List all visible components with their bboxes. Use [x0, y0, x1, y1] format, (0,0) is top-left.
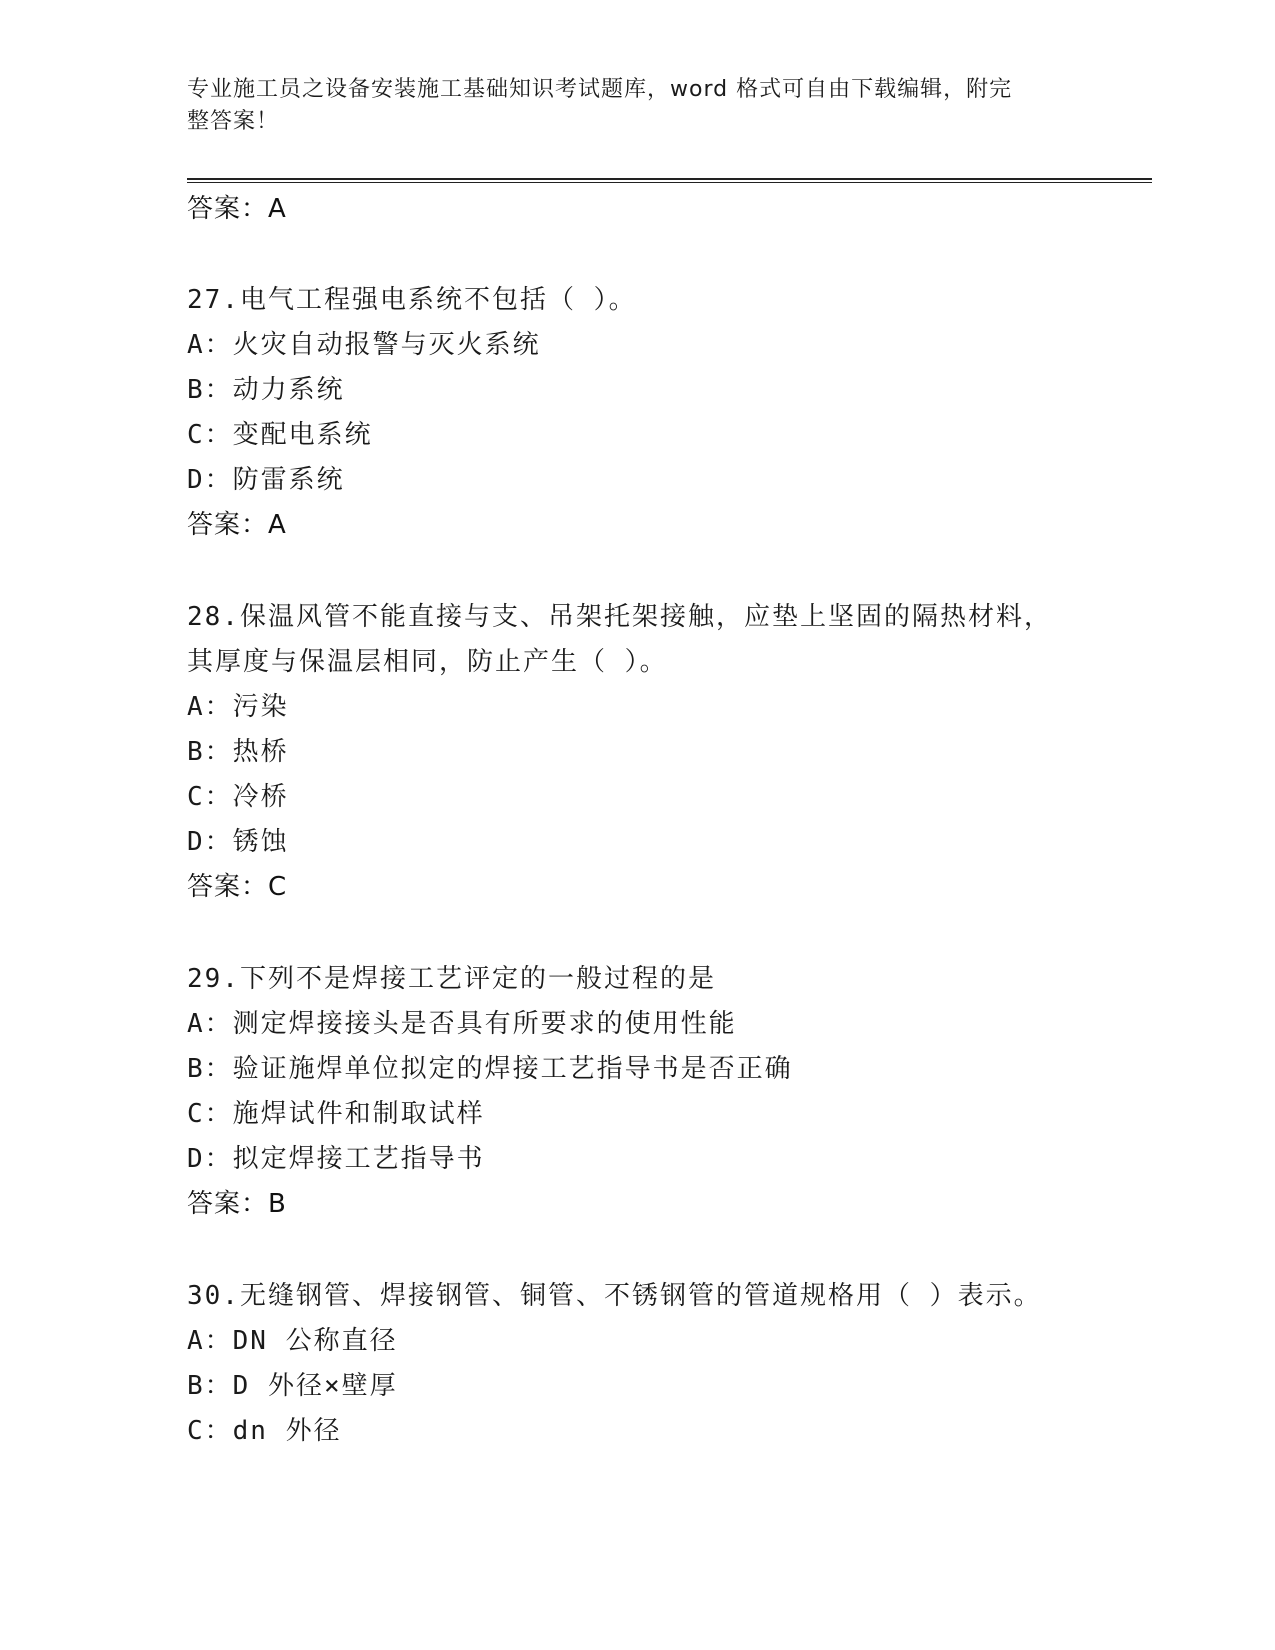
answer-previous: 答案：A — [187, 194, 287, 224]
question-28-stem-line-1: 28.保温风管不能直接与支、吊架托架接触，应垫上坚固的隔热材料， — [187, 602, 1052, 632]
question-28-option-c: C：冷桥 — [187, 782, 289, 812]
question-28-option-b: B：热桥 — [187, 737, 289, 767]
question-29-option-d: D：拟定焊接工艺指导书 — [187, 1144, 485, 1174]
question-27-option-b: B：动力系统 — [187, 375, 345, 405]
question-27-answer: 答案：A — [187, 510, 287, 540]
question-29-option-a: A：测定焊接接头是否具有所要求的使用性能 — [187, 1009, 737, 1039]
question-27-stem: 27.电气工程强电系统不包括（ ）。 — [187, 285, 637, 315]
question-30-stem: 30.无缝钢管、焊接钢管、铜管、不锈钢管的管道规格用（ ）表示。 — [187, 1281, 1042, 1311]
header-divider — [187, 178, 1152, 183]
question-28-answer: 答案：C — [187, 872, 288, 902]
question-28-option-d: D：锈蚀 — [187, 827, 289, 857]
question-30-option-a: A：DN 公称直径 — [187, 1326, 398, 1356]
question-27-option-d: D：防雷系统 — [187, 465, 345, 495]
question-27-option-a: A：火灾自动报警与灭火系统 — [187, 330, 541, 360]
document-header — [187, 74, 1067, 138]
question-29-option-c: C：施焊试件和制取试样 — [187, 1099, 485, 1129]
header-line-2: 整答案！ — [187, 109, 280, 134]
question-30-option-b: B：D 外径×壁厚 — [187, 1371, 398, 1401]
header-line-1: 专业施工员之设备安装施工基础知识考试题库，word 格式可自由下载编辑，附完 — [187, 77, 1013, 102]
question-29-answer: 答案：B — [187, 1189, 287, 1219]
question-30-option-c: C：dn 外径 — [187, 1416, 342, 1446]
question-28-option-a: A：污染 — [187, 692, 289, 722]
question-29-stem: 29.下列不是焊接工艺评定的一般过程的是 — [187, 964, 716, 994]
question-27-option-c: C：变配电系统 — [187, 420, 373, 450]
question-29-option-b: B：验证施焊单位拟定的焊接工艺指导书是否正确 — [187, 1054, 793, 1084]
question-28-stem-line-2: 其厚度与保温层相同，防止产生（ ）。 — [187, 647, 668, 677]
